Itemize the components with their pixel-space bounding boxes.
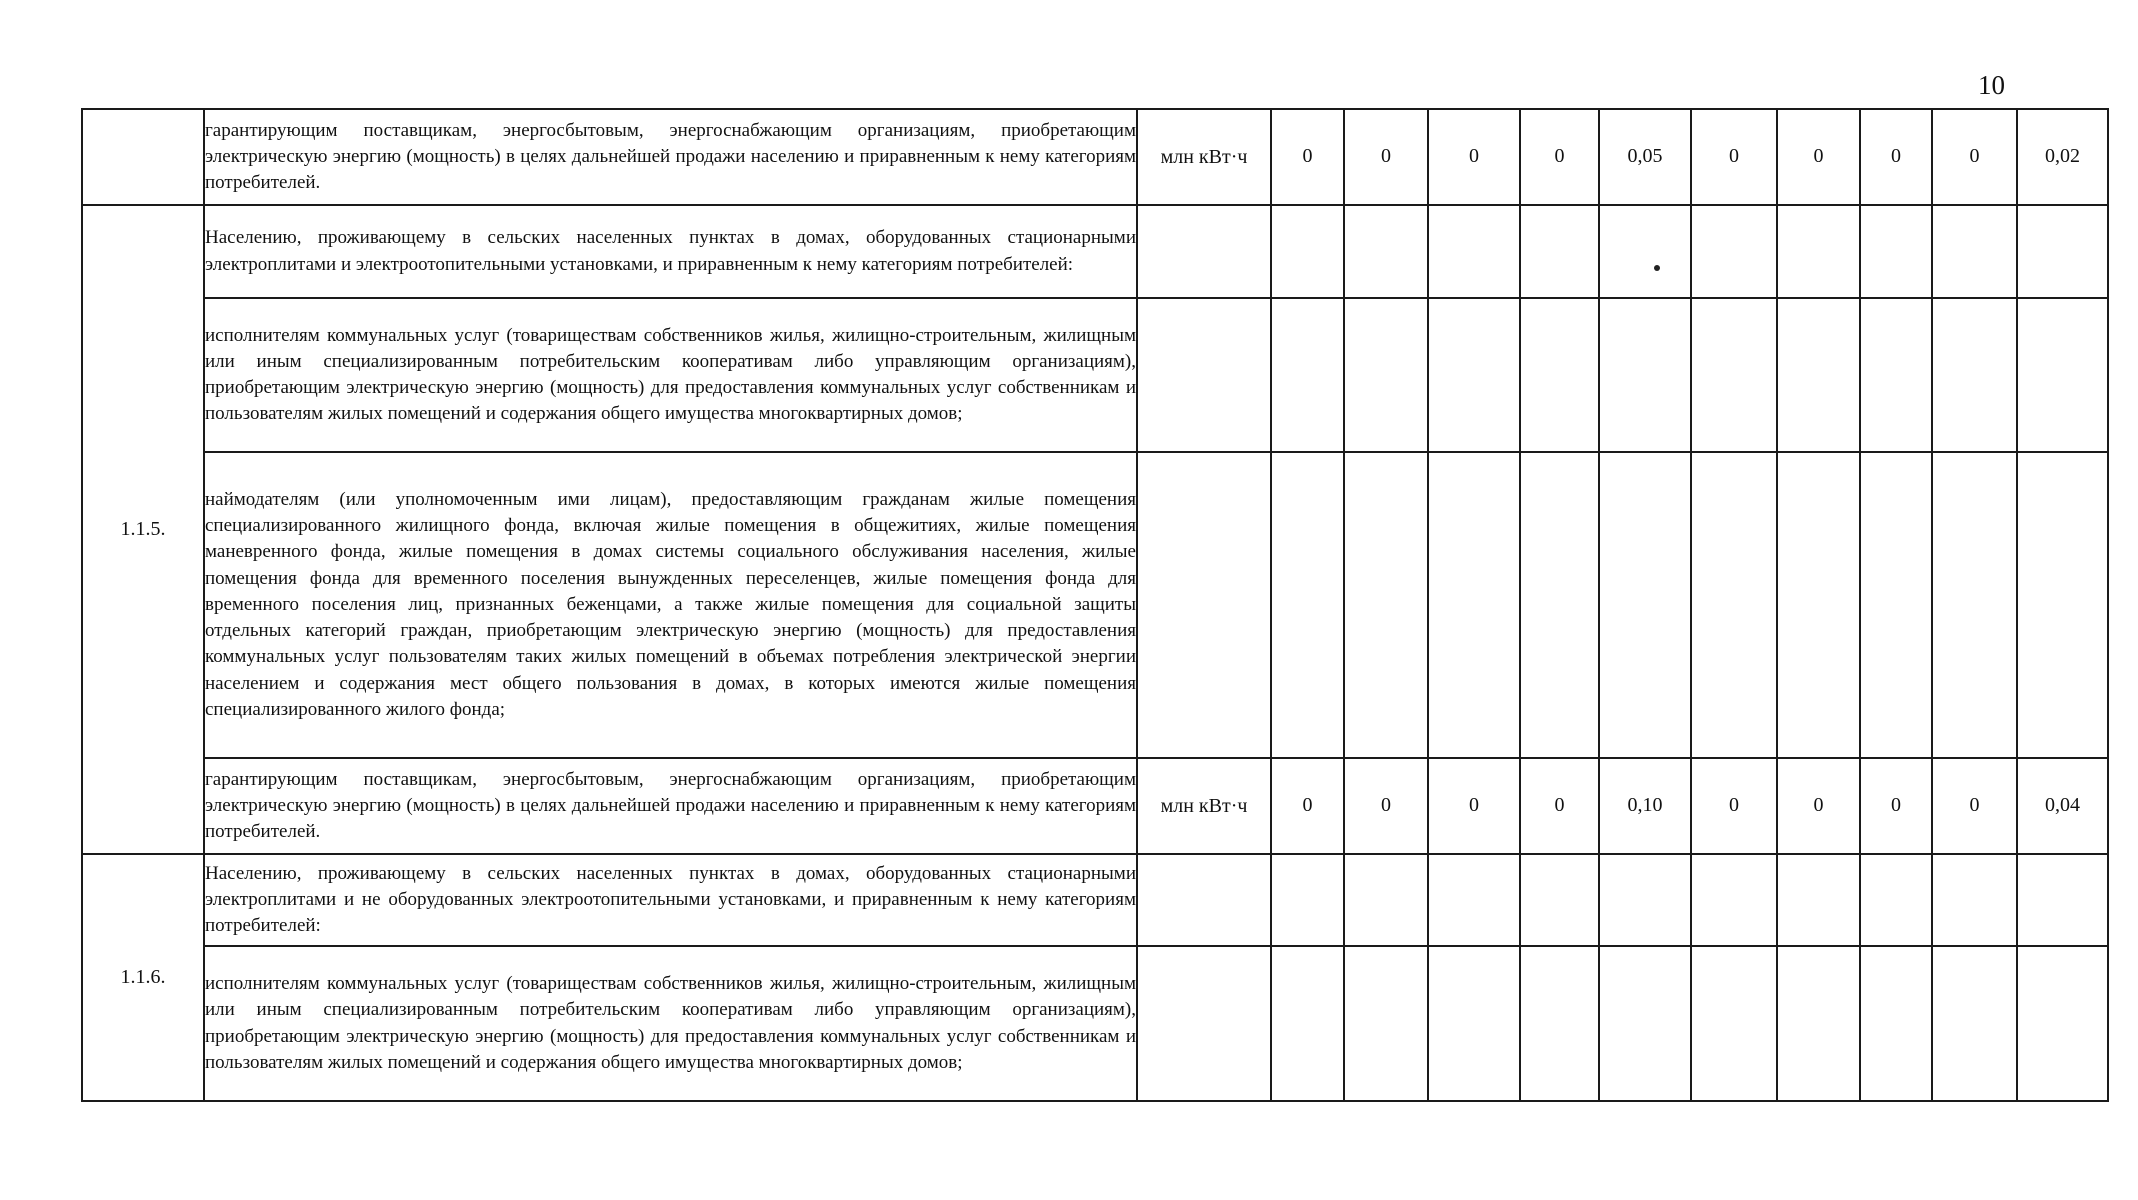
value-cell: 0	[1932, 758, 2017, 854]
value-cell	[1344, 452, 1428, 758]
value-cell	[1777, 946, 1860, 1101]
value-cell	[1520, 452, 1599, 758]
description-cell: исполнителям коммунальных услуг (товариществам собственников жилья, жилищно-строительным, жилищным или иным специализированным потребительским кооперативам либо управляющим организациям), приобретающим электрическую энергию (мощность) для предоставления коммунальных услуг собственникам и пользователям жилых помещений и содержания общего имущества многоквартирных домов;	[204, 298, 1137, 452]
value-cell: 0	[1520, 109, 1599, 205]
value-cell	[1520, 946, 1599, 1101]
table-row	[82, 854, 2108, 946]
value-cell	[1599, 452, 1691, 758]
unit-cell	[1137, 452, 1271, 758]
item-number-cell	[82, 109, 204, 205]
value-cell	[1777, 452, 1860, 758]
scan-mark	[1654, 265, 1660, 271]
value-cell: 0	[1520, 758, 1599, 854]
unit-cell: млн кВт·ч	[1137, 758, 1271, 854]
description-cell: Населению, проживающему в сельских населенных пунктах в домах, оборудованных стационарными электроплитами и не оборудованных электроотопительными установками, и приравненным к нему категориям потребителей:	[204, 854, 1137, 946]
value-cell	[1271, 946, 1344, 1101]
value-cell	[1428, 452, 1520, 758]
value-cell	[1599, 946, 1691, 1101]
value-cell: 0	[1271, 109, 1344, 205]
page-number: 10	[1978, 70, 2005, 100]
value-cell	[1428, 854, 1520, 946]
value-cell	[1691, 298, 1777, 452]
table-row	[82, 298, 2108, 452]
table-row	[82, 452, 2108, 758]
value-cell	[1860, 205, 1932, 298]
unit-cell	[1137, 946, 1271, 1101]
value-cell	[1344, 298, 1428, 452]
value-cell	[1428, 298, 1520, 452]
value-cell	[1271, 452, 1344, 758]
value-cell: 0	[1860, 109, 1932, 205]
table-row	[82, 758, 2108, 854]
value-cell: 0	[1860, 758, 1932, 854]
description-cell: наймодателям (или уполномоченным ими лицам), предоставляющим гражданам жилые помещения специализированного жилищного фонда, включая жилые помещения в общежитиях, жилые помещения маневренного фонда, жилые помещения в домах системы социального обслуживания населения, жилые помещения фонда для временного поселения вынужденных переселенцев, жилые помещения фонда для временного поселения лиц, признанных беженцами, а также жилые помещения для социальной защиты отдельных категорий граждан, приобретающим электрическую энергию (мощность) для предоставления коммунальных услуг пользователям таких жилых помещений в объемах потребления электрической энергии населением и содержания мест общего пользования в домах, в которых имеются жилые помещения специализированного жилого фонда;	[204, 452, 1137, 758]
value-cell	[2017, 854, 2108, 946]
value-cell	[1932, 298, 2017, 452]
value-cell	[1691, 452, 1777, 758]
value-cell	[1599, 205, 1691, 298]
item-number-cell: 1.1.5.	[82, 205, 204, 854]
description-cell: Населению, проживающему в сельских населенных пунктах в домах, оборудованных стационарными электроплитами и электроотопительными установками, и приравненным к нему категориям потребителей:	[204, 205, 1137, 298]
value-cell: 0,10	[1599, 758, 1691, 854]
value-cell	[1860, 298, 1932, 452]
value-cell	[2017, 298, 2108, 452]
value-cell	[1932, 205, 2017, 298]
value-cell	[1932, 946, 2017, 1101]
description-cell: исполнителям коммунальных услуг (товариществам собственников жилья, жилищно-строительным, жилищным или иным специализированным потребительским кооперативам либо управляющим организациям), приобретающим электрическую энергию (мощность) для предоставления коммунальных услуг собственникам и пользователям жилых помещений и содержания общего имущества многоквартирных домов;	[204, 946, 1137, 1101]
value-cell	[1428, 205, 1520, 298]
value-cell: 0	[1777, 758, 1860, 854]
value-cell	[2017, 205, 2108, 298]
table-row	[82, 109, 2108, 205]
value-cell	[1860, 452, 1932, 758]
value-cell	[1777, 298, 1860, 452]
value-cell	[1428, 946, 1520, 1101]
value-cell: 0	[1932, 109, 2017, 205]
value-cell	[2017, 452, 2108, 758]
value-cell: 0	[1691, 109, 1777, 205]
value-cell	[1860, 854, 1932, 946]
tariff-volume-table	[81, 108, 2109, 1102]
value-cell	[1599, 298, 1691, 452]
value-cell: 0,05	[1599, 109, 1691, 205]
unit-cell	[1137, 298, 1271, 452]
value-cell: 0	[1344, 109, 1428, 205]
value-cell: 0	[1428, 758, 1520, 854]
table-row	[82, 946, 2108, 1101]
value-cell	[1691, 946, 1777, 1101]
value-cell: 0	[1344, 758, 1428, 854]
value-cell	[1691, 854, 1777, 946]
table-row	[82, 205, 2108, 298]
value-cell: 0,04	[2017, 758, 2108, 854]
value-cell	[1520, 298, 1599, 452]
value-cell	[1932, 854, 2017, 946]
value-cell	[1344, 854, 1428, 946]
value-cell	[1271, 205, 1344, 298]
value-cell: 0,02	[2017, 109, 2108, 205]
description-cell: гарантирующим поставщикам, энергосбытовым, энергоснабжающим организациям, приобретающим электрическую энергию (мощность) в целях дальнейшей продажи населению и приравненным к нему категориям потребителей.	[204, 109, 1137, 205]
value-cell	[1344, 205, 1428, 298]
value-cell	[1777, 205, 1860, 298]
unit-cell: млн кВт·ч	[1137, 109, 1271, 205]
value-cell	[1520, 205, 1599, 298]
value-cell	[1520, 854, 1599, 946]
value-cell	[1271, 298, 1344, 452]
value-cell	[2017, 946, 2108, 1101]
value-cell	[1932, 452, 2017, 758]
description-cell: гарантирующим поставщикам, энергосбытовым, энергоснабжающим организациям, приобретающим электрическую энергию (мощность) в целях дальнейшей продажи населению и приравненным к нему категориям потребителей.	[204, 758, 1137, 854]
unit-cell	[1137, 205, 1271, 298]
value-cell	[1777, 854, 1860, 946]
value-cell	[1344, 946, 1428, 1101]
value-cell: 0	[1777, 109, 1860, 205]
item-number-cell: 1.1.6.	[82, 854, 204, 1101]
unit-cell	[1137, 854, 1271, 946]
value-cell: 0	[1428, 109, 1520, 205]
value-cell: 0	[1691, 758, 1777, 854]
value-cell	[1271, 854, 1344, 946]
value-cell: 0	[1271, 758, 1344, 854]
value-cell	[1691, 205, 1777, 298]
value-cell	[1860, 946, 1932, 1101]
value-cell	[1599, 854, 1691, 946]
